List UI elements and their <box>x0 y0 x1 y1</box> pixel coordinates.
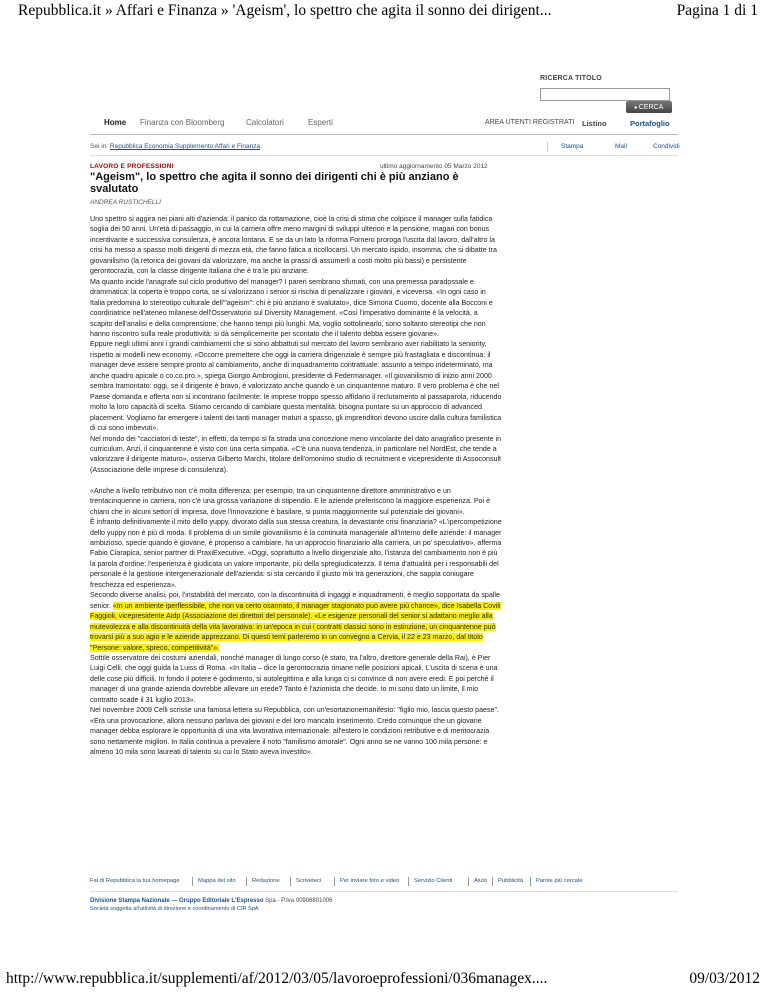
breadcrumb-text <box>90 143 260 150</box>
article-title: "Ageism", lo spettro che agita il sonno dei dirigenti chi è più anziano è svalutato <box>90 171 459 195</box>
publisher-sub: Società soggetta all'attività di direzione e coordinamento di CIR SpA <box>90 906 259 912</box>
footer-divider <box>468 877 469 886</box>
nav-item-finanza-bloomberg[interactable]: Finanza con Bloomberg <box>140 118 225 127</box>
footer-link-parole[interactable]: Parole più cercate <box>536 878 583 884</box>
publisher-name: Divisione Stampa Nazionale <box>90 898 170 904</box>
paragraph: È infranto definitivamente il mito dello yuppy, divorato dalla sua stessa creatura, la devastante crisi finanziaria? «L'ipercompetizione dello yuppy non è più di moda. Il problema di un simile giovanilismo è la continuità manageriale all'interno delle aziende: il manager ambizioso, specie quando è giovane, è propenso a cambiare, ha un approccio finanziario alla carriera, un po' speculativo», afferma Fabio Ciarapica, senior partner di PraxiExecutive. «Oggi, soprattutto a livello dirigenziale alto, l'istanza del cambiamento non è più la parola d'ordine: l'esperienza è giudicata un valore importante, più della spregiudicatezza. Il tema d'attualità per i responsabili del personale è la gestione intergenerazionale dell'azienda: si sta cercando il giusto mix tra generazioni, che sappia coniugare freschezza ed esperienza». <box>90 518 502 589</box>
publisher-line: Divisione Stampa Nazionale — Gruppo Editoriale L'Espresso Spa - P.Iva 00906801006 <box>90 898 333 904</box>
footer-divider <box>246 877 247 886</box>
footer-links <box>90 878 710 888</box>
footer-link-pubblicita[interactable]: Pubblicità <box>498 878 524 884</box>
footer-link-foto-video[interactable]: Per inviare foto e video <box>340 878 400 884</box>
breadcrumb-prefix: Sei in: <box>90 143 109 150</box>
print-header-title: Repubblica.it » Affari e Finanza » 'Ageism', lo spettro che agita il sonno dei dirigent... <box>18 2 552 19</box>
nav-item-esperti[interactable]: Esperti <box>308 118 333 127</box>
footer-divider <box>192 877 193 886</box>
print-footer-url: http://www.repubblica.it/supplementi/af/2012/03/05/lavoroeprofessioni/036managex.... <box>6 970 548 987</box>
paragraph-lead: Secondo diverse analisi, poi, l'instabilità del mercato, con la discontinuità di ingaggi e inquadramenti, è meglio sopportata da spalle senior. <box>90 591 500 610</box>
paragraph: Nel mondo dei "cacciatori di teste", in effetti, da tempo si fa strada una concezione meno vincolante del dato anagrafico presente in curriculum. Anzi, il cinquantenne è visto con una certa simpatia. «C'è una nuova tendenza, in particolare nel NordEst, che tende a valorizzare il dirigente maturo», osserva Gilberto Marchi, titolare dell'omonimo studio di recruitment e vicepresidente di Assoconsult (Associazione delle imprese di consulenza). <box>90 434 502 474</box>
footer-divider <box>408 877 409 886</box>
condividi-link[interactable]: Condividi <box>653 143 680 150</box>
publisher-group[interactable]: Gruppo Editoriale L'Espresso <box>179 898 264 904</box>
article-body <box>90 214 502 758</box>
footer-link-scriveteci[interactable]: Scriveteci <box>296 878 322 884</box>
mail-link[interactable]: Mail <box>615 143 627 150</box>
paragraph: Ma quanto incide l'anagrafe sul ciclo produttivo del manager? I pareri sembrano sfumati, con una premessa paradossale e drammatica: la coperta è troppo corta, se si valorizzano i senior si rischia di penalizzare i giovani, e viceversa. «In ogni caso in Italia predomina lo stereotipo culturale dell'"ageism": chi è più anziano è svalutato», dice Simona Cuomo, docente alla Bocconi e coordinatrice nell'ateneo milanese dell'Osservatorio sul Diversity Management. «Così l'imperativo dominante è la velocità, a scapito dell'analisi e della comprensione, che hanno tempi più lunghi. Ma, voglio sottolinearlo, sono soltanto stereotipi che non hanno riscontro sulla reale produttività: si dà semplicemente per scontato che il talento debba essere giovane». <box>90 277 493 338</box>
breadcrumb-link[interactable]: Repubblica Economia Supplemento Affari e Finanza <box>109 143 261 150</box>
print-footer <box>0 968 768 992</box>
search-button-label: CERCA <box>638 103 664 111</box>
nav-area-utenti[interactable]: AREA UTENTI REGISTRATI <box>485 119 575 126</box>
paragraph: «Anche a livello retributivo non c'è molta differenza: per esempio, tra un cinquantenne direttore amministrativo e un trentacinquenne in carriera, non c'è una grossa variazione di stipendio. E le aziende preferiscono la maggiore esperienza. Poi è chiaro che in alcuni settori di impresa, dove l'innovazione è basilare, si punta maggiormente sul potenziale dei giovani». <box>90 486 491 516</box>
nav-portafoglio[interactable]: Portafoglio <box>630 119 670 128</box>
tool-divider <box>547 142 548 152</box>
footer-link-homepage[interactable]: Fai di Repubblica la tua homepage <box>90 878 180 884</box>
stampa-link[interactable]: Stampa <box>561 143 584 150</box>
paragraph: Nel novembre 2009 Celli scrisse una famosa lettera su Repubblica, con un'esortazionemanifesto: "figlio mio, lascia questo paese". «Era una provocazione, allora nessuno parlava dei giovani e del loro mancato inserimento. Credo comunque che un giovane manager debba esplorare le opportunità di una vita lavorativa internazionale: all'estero le condizioni retributive e di meritocrazia sono nettamente migliori. In Italia continua a prevalere il noto "familismo amorale". Ogni anno se ne vanno 100 mila persone: e almeno 10 mila sono laureati di talento su cui lo Stato aveva investito». <box>90 706 499 757</box>
footer-divider <box>492 877 493 886</box>
footer-divider <box>530 877 531 886</box>
nav-item-home[interactable]: Home <box>104 118 127 127</box>
search-input[interactable] <box>540 88 670 101</box>
arrow-right-icon: ▸ <box>634 104 638 111</box>
section-kicker: LAVORO E PROFESSIONI <box>90 163 174 170</box>
search-label: RICERCA TITOLO <box>540 75 602 82</box>
highlighted-quote: «In un ambiente iperflessibile, che non va certo osannato, il manager stagionato può avere più chance», dice Isabella Covili Faggioli, vicepresidente Aidp (Associazione dei direttori del personale). «Le esigenze personali del senior si adattano meglio alla mutevolezza e alla discontinuità della vita lavorativa: in un'epoca in cui i contratti classici sono in estinzione, un cinquantenne può trovarsi più a suo agio e le aziende apprezzano. Di questi temi parleremo in un convegno a Cervia, il 22 e 23 marzo, dal titolo "Persone: valore, spreco, competitività"». <box>90 601 501 652</box>
footer-link-redazione[interactable]: Redazione <box>252 878 280 884</box>
footer-link-mappa[interactable]: Mappa del sito <box>198 878 236 884</box>
last-updated: ultimo aggiornamento 05 Marzo 2012 <box>380 163 488 170</box>
breadcrumb <box>90 143 678 156</box>
footer-divider <box>334 877 335 886</box>
print-header-page: Pagina 1 di 1 <box>676 2 758 19</box>
paragraph: Sottile osservatore dei costumi aziendali, nonché manager di lungo corso (è stato, tra l'altro, direttore generale della Rai), è Pier Luigi Celli, che oggi guida la Luiss di Roma. «In Italia – dice la gerontocrazia rimane nelle posizioni apicali. L'uscita di scena è una delle cose più difficili. In fondo il potere è godimento, si autolegittima e alla lunga ci si convince di non avere eredi. E poi perché il manager di una grande azienda dovrebbe allevare un erede? Tanto è l'azionista che decide. Io mi sono dato un limite, il mio contratto scade il 31 luglio 2013». <box>90 654 498 704</box>
publisher-vat: Spa - P.Iva 00906801006 <box>265 898 333 904</box>
footer-link-aiuto[interactable]: Aiuto <box>474 878 488 884</box>
footer-link-servizio-clienti[interactable]: Servizio Clienti <box>414 878 453 884</box>
nav-item-calcolatori[interactable]: Calcolatori <box>246 118 284 127</box>
print-footer-date: 09/03/2012 <box>689 970 760 987</box>
print-header <box>0 0 768 24</box>
nav-listino[interactable]: Listino <box>582 119 607 128</box>
article-author: ANDREA RUSTICHELLI <box>90 199 161 206</box>
footer-rule <box>90 891 678 892</box>
search-button[interactable] <box>626 101 672 113</box>
main-nav <box>90 116 678 135</box>
paragraph: Uno spettro si aggira nei piani alti d'azienda: il panico da rottamazione, cioè la crisi di stima che colpisce il manager sulla fatidica soglia dei 50 anni. Un'età di passaggio, in cui la carriera offre meno margini di sviluppi ulteriori e la pensione, magari con bonus incentivante e successiva consulenza, è ancora lontana. E se da un lato la riforma Fornero proroga l'uscita dal lavoro, dall'altro la crisi ha messo a spasso molti dirigenti di mezza età, che fanno fatica a ricollocarsi. Un mercato ispido, insomma, che si dibatte tra giovanilismo (la retorica dei giovani da valorizzare, ma anche la prassi di assumerli a costi molto più bassi) e persistente gerontocrazia, con la classe dirigente italiana che è tra le più anziane. <box>90 215 497 276</box>
paragraph: Eppure negli ultimi anni i grandi cambiamenti che si sono abbattuti sul mercato del lavoro sembrano aver riabilitato la seniority, rispetto ai modelli new economy. «Occorre premettere che oggi la carriera dirigenziale è sempre più frastagliata e discontinua: il manager deve essere sempre pronto al cambiamento, anche di inquadramento contrattuale: assunto a tempo indeterminato, ma anche quadro apicale o co.co.pro.», spiega Giorgio Ambrogioni, presidente di Federmanager. «Il giovanilismo di inizio anni 2000 sembra tramontato: oggi, se il dirigente è bravo, è valorizzato anche quando è un cinquantenne maturo. Il vero problema è che nel Paese domanda e offerta non si incontrano facilmente: le imprese troppo spesso affidano il reclutamento al passaparola, riducendo molto la loro capacità di scelta. Stiamo cercando di cambiare questa mentalità, bisogna puntare su un approccio di advanced placement. Vogliamo far emergere i talenti dei tanti manager maturi a spasso, gli imprenditori devono uscire dalla cultura familistica di cui sono imbevuti». <box>90 340 502 433</box>
footer-divider <box>290 877 291 886</box>
paragraph-highlighted <box>90 590 502 653</box>
